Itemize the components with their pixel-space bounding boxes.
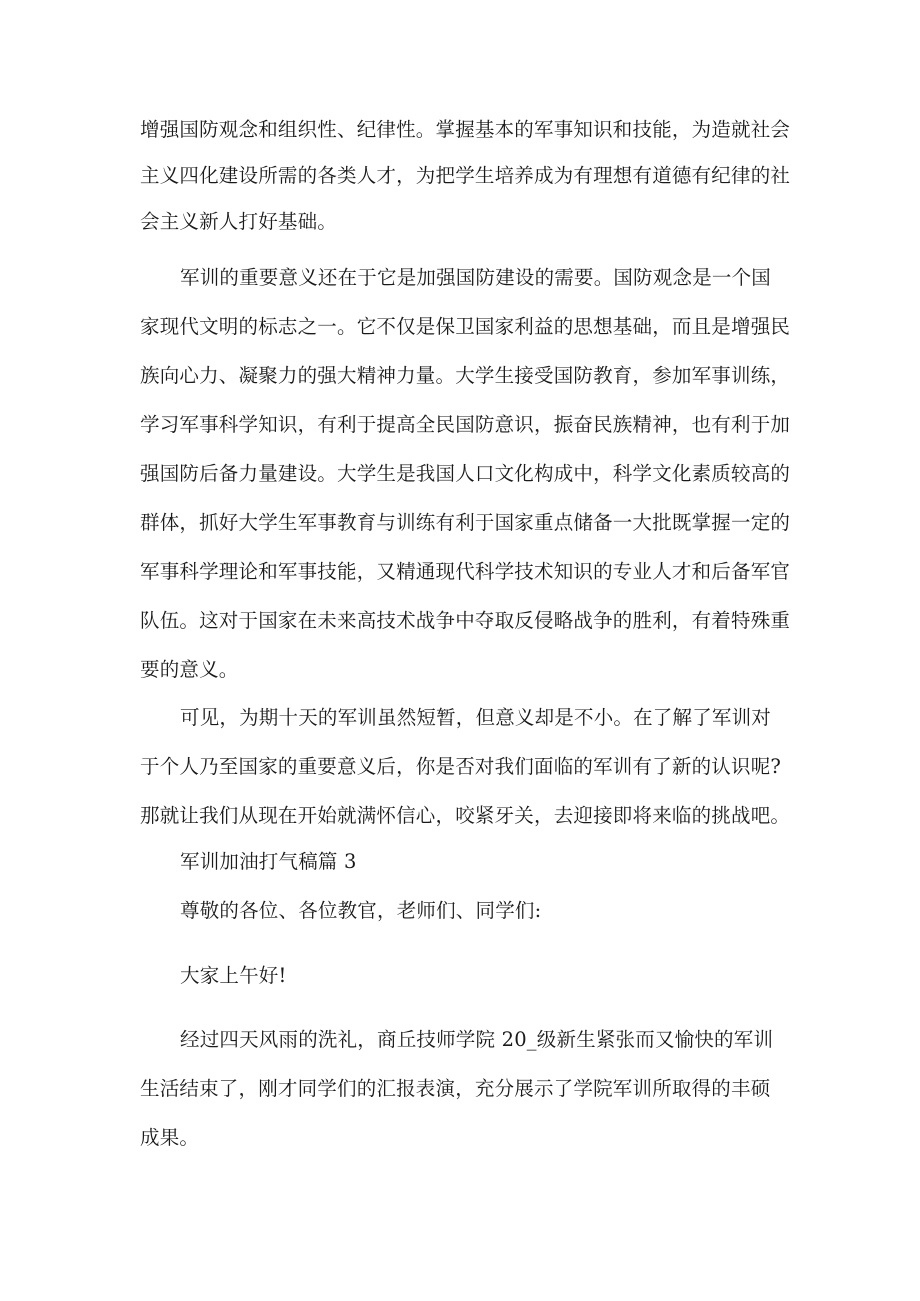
paragraph-1-line-3: 会主义新人打好基础。 [140,210,338,233]
section-heading: 军训加油打气稿篇 3 [180,850,357,873]
paragraph-3-line-1: 可见，为期十天的军训虽然短暂，但意义却是不小。在了解了军训对 [180,706,772,729]
paragraph-2-line-3: 族向心力、凝聚力的强大精神力量。大学生接受国防教育，参加军事训练， [140,364,791,387]
greeting: 大家上午好! [180,964,287,987]
paragraph-4-line-1: 经过四天风雨的洗礼，商丘技师学院 20_级新生紧张而又愉快的军训 [180,1028,774,1051]
paragraph-2-line-6: 群体，抓好大学生军事教育与训练有利于国家重点储备一大批既掌握一定的 [140,511,791,534]
paragraph-1-line-1: 增强国防观念和组织性、纪律性。掌握基本的军事知识和技能，为造就社会 [140,118,791,141]
paragraph-4-line-3: 成果。 [140,1126,200,1149]
paragraph-2-line-7: 军事科学理论和军事技能，又精通现代科学技术知识的专业人才和后备军官 [140,560,791,583]
paragraph-3-line-2: 于个人乃至国家的重要意义后，你是否对我们面临的军训有了新的认识呢? [140,755,782,778]
paragraph-2-line-1: 军训的重要意义还在于它是加强国防建设的需要。国防观念是一个国 [180,266,772,289]
salutation: 尊敬的各位、各位教官，老师们、同学们: [180,899,542,922]
paragraph-4-line-2: 生活结束了，刚才同学们的汇报表演，充分展示了学院军训所取得的丰硕 [140,1077,771,1100]
paragraph-2-line-2: 家现代文明的标志之一。它不仅是保卫国家利益的思想基础，而且是增强民 [140,315,791,338]
paragraph-2-line-9: 要的意义。 [140,658,239,681]
paragraph-3-line-3: 那就让我们从现在开始就满怀信心，咬紧牙关，去迎接即将来临的挑战吧。 [140,804,791,827]
paragraph-2-line-4: 学习军事科学知识，有利于提高全民国防意识，振奋民族精神，也有利于加 [140,413,791,436]
paragraph-1-line-2: 主义四化建设所需的各类人才，为把学生培养成为有理想有道德有纪律的社 [140,164,791,187]
paragraph-2-line-8: 队伍。这对于国家在未来高技术战争中夺取反侵略战争的胜利，有着特殊重 [140,609,791,632]
paragraph-2-line-5: 强国防后备力量建设。大学生是我国人口文化构成中，科学文化素质较高的 [140,462,791,485]
